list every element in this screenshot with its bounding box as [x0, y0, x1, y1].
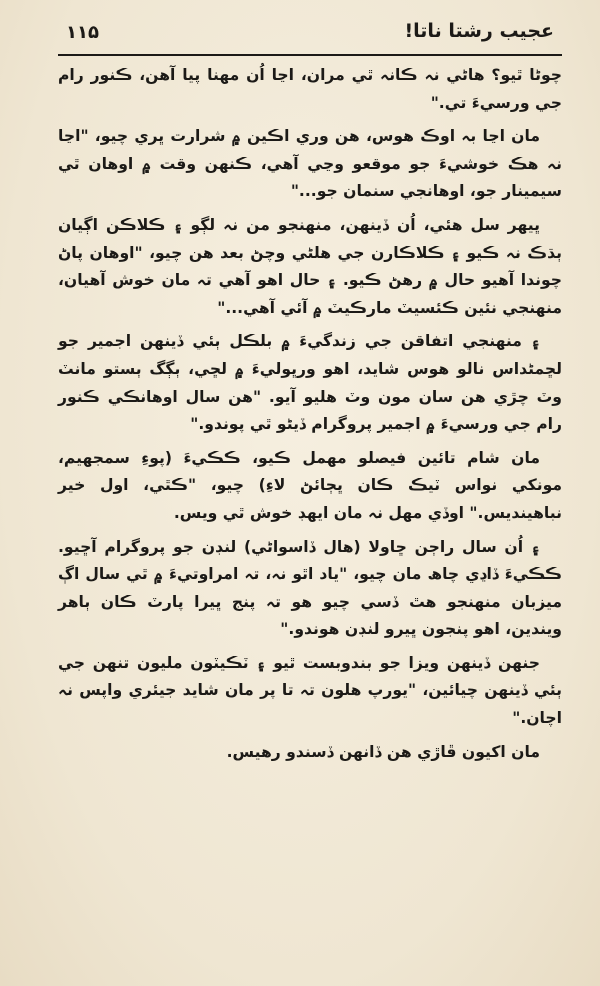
paragraph: مان شام تائين فيصلو مھمل ڪيو، ڪڪيءَ (پوءِ سمجھيم، مونکي نواس ٽيڪ ڪان ڀڄائڻ لاءِ) چيو، "ڪٿي، اول خير نباھينديس." اوڏي مھل نہ مان ايھڊ خوش ٿي ويس.: [58, 448, 562, 522]
paragraph: جنھن ڏينھن ويزا جو بندوبست ٿيو ۽ ٽڪيٽون مليون تنھن جي ٻئي ڏينھن چيائين، "يورپ ھلون تہ تا پر مان شايد جيئري واپس نہ اچان.": [58, 653, 562, 728]
paragraph: ۽ اُن سال راڄن ڇاولا (ھال ڏاسواڻي) لنڊن جو پروگرام آڇيو. ڪڪيءَ ڏاڍي چاھ مان چيو، "ياد اٿو نہ، تہ امراوتيءَ ۾ ٿي سال اڳ ميزبان منھنجو ھٿ ڏسي چيو ھو تہ پنج ڀيرا پارٽ ڪان ٻاھر ويندين، اھو پنجون ڀيرو لنڊن ھوندو.": [58, 537, 562, 639]
paragraph: ڀيھر سل ھئي، اُن ڏينھن، منھنجو من نہ لڳو ۽ ڪلاڪن اڳيان ٻڌڪ نہ ڪيو ۽ ڪلاڪارن جي ھلڻي وچڻ بعد ھن چيو، "اوھان پاڻ چوندا آھيو حال ۾ رھڻ ڪيو. ۽ حال اھو آھي تہ مان خوش آھيان، منھنجي نئين ڪئسيٽ مارڪيٽ ۾ آئي آھي...": [58, 215, 562, 317]
paragraph: مان اڃا بہ اوڪ ھوس، ھن وري اڪين ۾ شرارت ڀري چيو، "اڃا نہ ھڪ خوشيءَ جو موقعو وڃي آھي، ڪنھن وقت ۾ اوھان ٿي سيمينار جو، اوھانجي سنمان جو...": [58, 127, 562, 201]
paragraph: ۽ منھنجي اتفاقن جي زندگيءَ ۾ بلڪل ٻئي ڏينھن اجمير جو لڇمڻداس نالو ھوس شايد، اھو ورڀوليءَ ۾ لڇي، ٻڳگ ٻستو مانٽ وٽ چڙي ھن سان مون وٽ ھليو آيو. "ھن سال اوھانڪي ڪنور رام جي ورسيءَ ۾ اجمير پروگرام ڏيڻو ٿي پوندو.": [58, 332, 562, 434]
body-text: [58, 62, 562, 946]
paragraph: مان اکيون ڦاڙي ھن ڏانھن ڏسندو رھيس.: [226, 742, 540, 761]
paragraph: چوڻا ٿيو؟ ھاڻي نہ ڪانہ ٿي مران، اڃا اُن مھنا پيا آھن، ڪنور رام جي ورسيءَ تي.": [58, 66, 562, 112]
running-title: عجيب رشتا ناتا!: [404, 20, 554, 42]
page-header: [58, 14, 562, 54]
header-rule: [58, 54, 562, 56]
page-number: ۱۱۵: [66, 22, 99, 43]
